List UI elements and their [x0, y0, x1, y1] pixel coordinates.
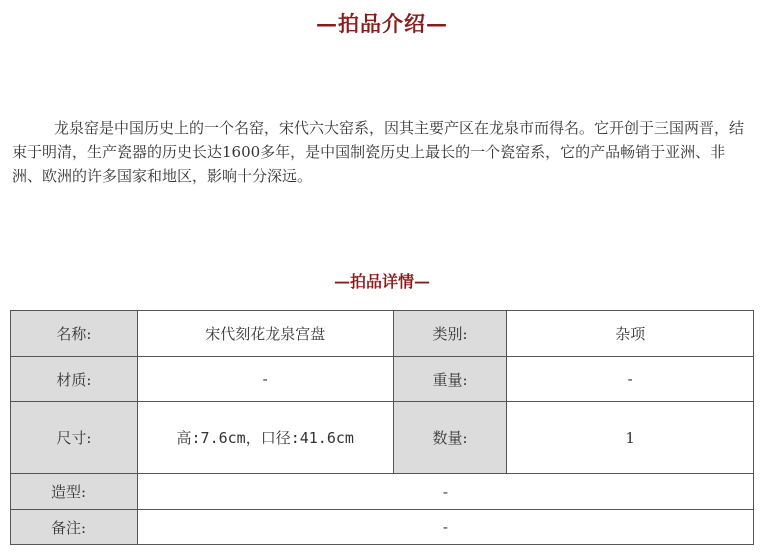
table-row — [11, 311, 754, 357]
table-row — [11, 402, 754, 474]
name-value: 宋代刻花龙泉宫盘 — [137, 311, 393, 357]
notes-value: - — [137, 510, 753, 545]
intro-paragraph: 龙泉窑是中国历史上的一个名窑，宋代六大窑系，因其主要产区在龙泉市而得名。它开创于三国两晋，结束于明清，生产瓷器的历史长达1600多年，是中国制瓷历史上最长的一个瓷窑系，它的产品畅销于亚洲、非洲、欧洲的许多国家和地区，影响十分深远。 — [12, 119, 745, 185]
section-title-intro: —拍品介绍— — [316, 11, 448, 36]
notes-label: 备注: — [11, 510, 138, 545]
weight-value: - — [507, 357, 754, 402]
shape-label: 造型: — [11, 474, 138, 510]
weight-label: 重量: — [393, 357, 507, 402]
table-row — [11, 510, 754, 545]
category-label: 类别: — [393, 311, 507, 357]
size-value: 高:7.6cm，口径:41.6cm — [137, 402, 393, 474]
shape-value: - — [137, 474, 753, 510]
size-label: 尺寸: — [11, 402, 138, 474]
name-label: 名称: — [11, 311, 138, 357]
category-value: 杂项 — [507, 311, 754, 357]
quantity-value: 1 — [507, 402, 754, 474]
material-label: 材质: — [11, 357, 138, 402]
quantity-label: 数量: — [393, 402, 507, 474]
table-row — [11, 357, 754, 402]
section-title-details: —拍品详情— — [333, 272, 430, 291]
table-row — [11, 474, 754, 510]
details-table — [10, 310, 754, 545]
material-value: - — [137, 357, 393, 402]
